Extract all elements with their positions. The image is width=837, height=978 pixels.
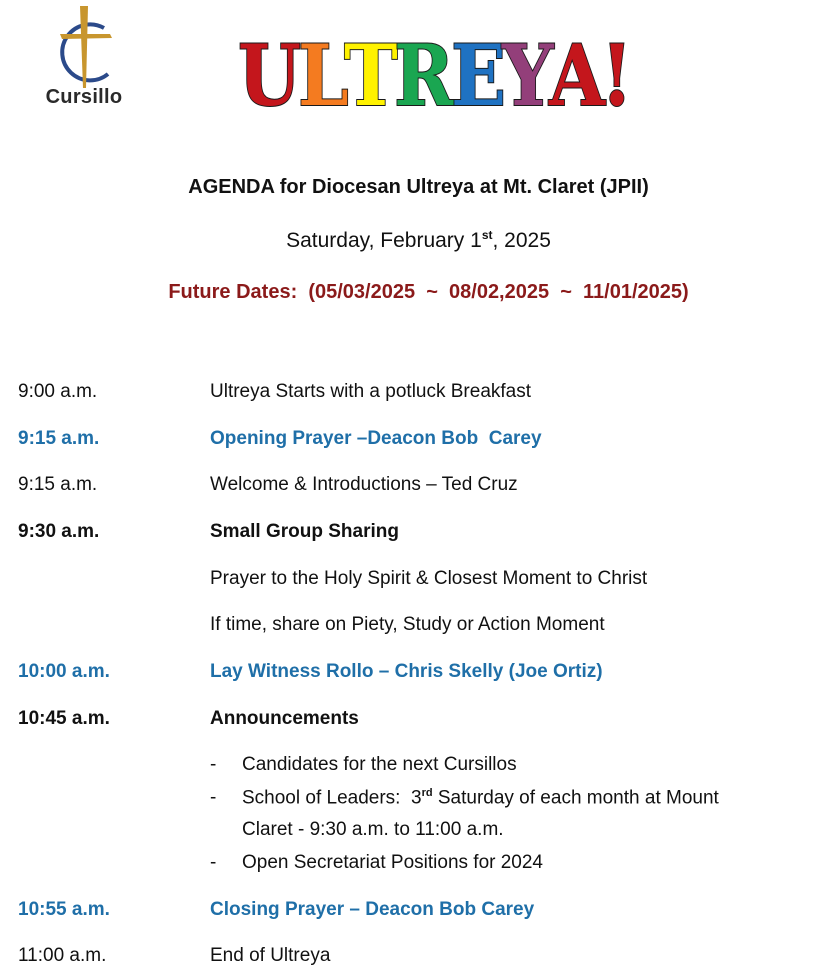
agenda-desc: Opening Prayer –Deacon Bob Carey [210,428,542,449]
agenda-time: 10:55 a.m. [18,899,110,920]
event-date [0,228,837,253]
banner-letter: R [393,26,452,125]
announcement-text [242,787,719,809]
banner-letter: T [344,26,396,125]
agenda-time: 9:00 a.m. [18,381,98,402]
banner-letter: ! [600,26,630,125]
agenda-time: 10:00 a.m. [18,661,110,682]
agenda-desc: Lay Witness Rollo – Chris Skelly (Joe Ortiz) [210,661,603,682]
bullet-dash: - [210,787,217,808]
date-sup: st [481,228,493,242]
agenda-time: 11:00 a.m. [18,945,107,966]
agenda-time: 10:45 a.m. [18,708,110,729]
agenda-time: 9:15 a.m. [18,428,100,449]
agenda-desc: Prayer to the Holy Spirit & Closest Moment to Christ [210,568,648,589]
future-dates: Future Dates: (05/03/2025 ~ 08/02,2025 ~ 11/01/2025) [168,281,689,303]
agenda-desc: If time, share on Piety, Study or Action Moment [210,614,605,635]
agenda-desc: Small Group Sharing [210,521,399,542]
banner-letter: L [298,26,347,125]
agenda-title: AGENDA for Diocesan Ultreya at Mt. Claret (JPII) [188,176,649,198]
date-suffix: , 2025 [492,229,551,252]
agenda-time: 9:15 a.m. [18,474,98,495]
agenda-desc: Ultreya Starts with a potluck Breakfast [210,381,532,402]
announcement-text: Candidates for the next Cursillos [242,754,517,775]
date-prefix: Saturday, February 1 [286,229,482,252]
agenda-desc: End of Ultreya [210,945,331,966]
banner-letter: Y [501,26,551,125]
agenda-desc: Welcome & Introductions – Ted Cruz [210,474,518,495]
agenda-desc: Closing Prayer – Deacon Bob Carey [210,899,535,920]
cursillo-logo [28,4,140,110]
ultreya-banner [238,26,630,125]
agenda-time: 9:30 a.m. [18,521,100,542]
text-sup: rd [421,787,433,799]
announcement-text: Open Secretariat Positions for 2024 [242,852,544,873]
text-post: Saturday of each month at Mount [432,787,719,809]
agenda-desc: Announcements [210,708,359,729]
bullet-dash: - [210,754,217,775]
announcement-text: Claret - 9:30 a.m. to 11:00 a.m. [242,819,504,840]
cross-c-logo-icon [46,4,126,90]
bullet-dash: - [210,852,217,873]
text-pre: School of Leaders: 3 [242,787,422,809]
banner-letter: E [450,26,504,125]
banner-letter: A [548,26,603,125]
logo-text: Cursillo [45,86,123,108]
banner-letter: U [238,26,299,125]
